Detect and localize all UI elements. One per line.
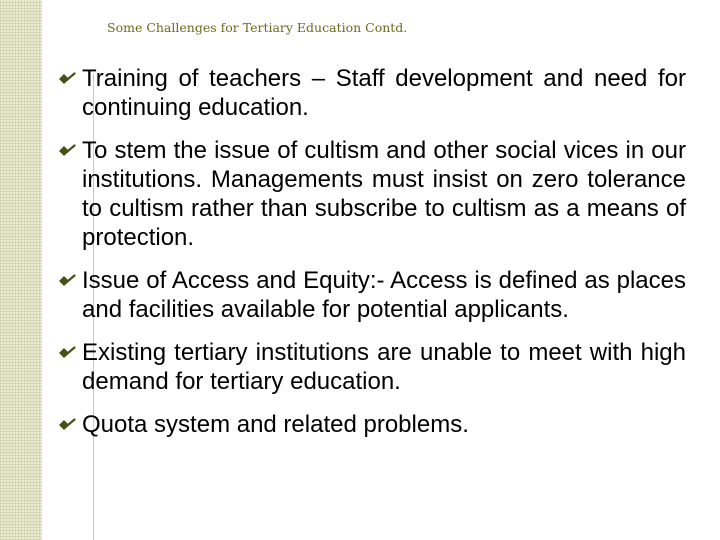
bullet-text: Existing tertiary institutions are unable to meet with high demand for tertiary education. bbox=[82, 339, 686, 395]
bullet-text: Quota system and related problems. bbox=[82, 411, 469, 438]
bullet-item-access-equity bbox=[58, 266, 686, 324]
checkmark-diamond-icon bbox=[58, 72, 76, 86]
bullet-item-demand bbox=[58, 338, 686, 396]
bullet-list bbox=[58, 64, 686, 453]
decorative-side-strip bbox=[0, 0, 42, 540]
slide-title: Some Challenges for Tertiary Education Contd. bbox=[107, 20, 408, 35]
bullet-text: Issue of Access and Equity:- Access is defined as places and facilities available for potential applicants. bbox=[82, 267, 686, 323]
bullet-item-cultism bbox=[58, 136, 686, 252]
checkmark-diamond-icon bbox=[58, 346, 76, 360]
bullet-item-training bbox=[58, 64, 686, 122]
bullet-item-quota bbox=[58, 410, 686, 439]
checkmark-diamond-icon bbox=[58, 418, 76, 432]
checkmark-diamond-icon bbox=[58, 274, 76, 288]
bullet-text: To stem the issue of cultism and other social vices in our institutions. Managements must insist on zero tolerance to cultism rather than subscribe to cultism as a means of protection. bbox=[82, 137, 686, 251]
checkmark-diamond-icon bbox=[58, 144, 76, 158]
bullet-text: Training of teachers – Staff development and need for continuing education. bbox=[82, 65, 686, 121]
